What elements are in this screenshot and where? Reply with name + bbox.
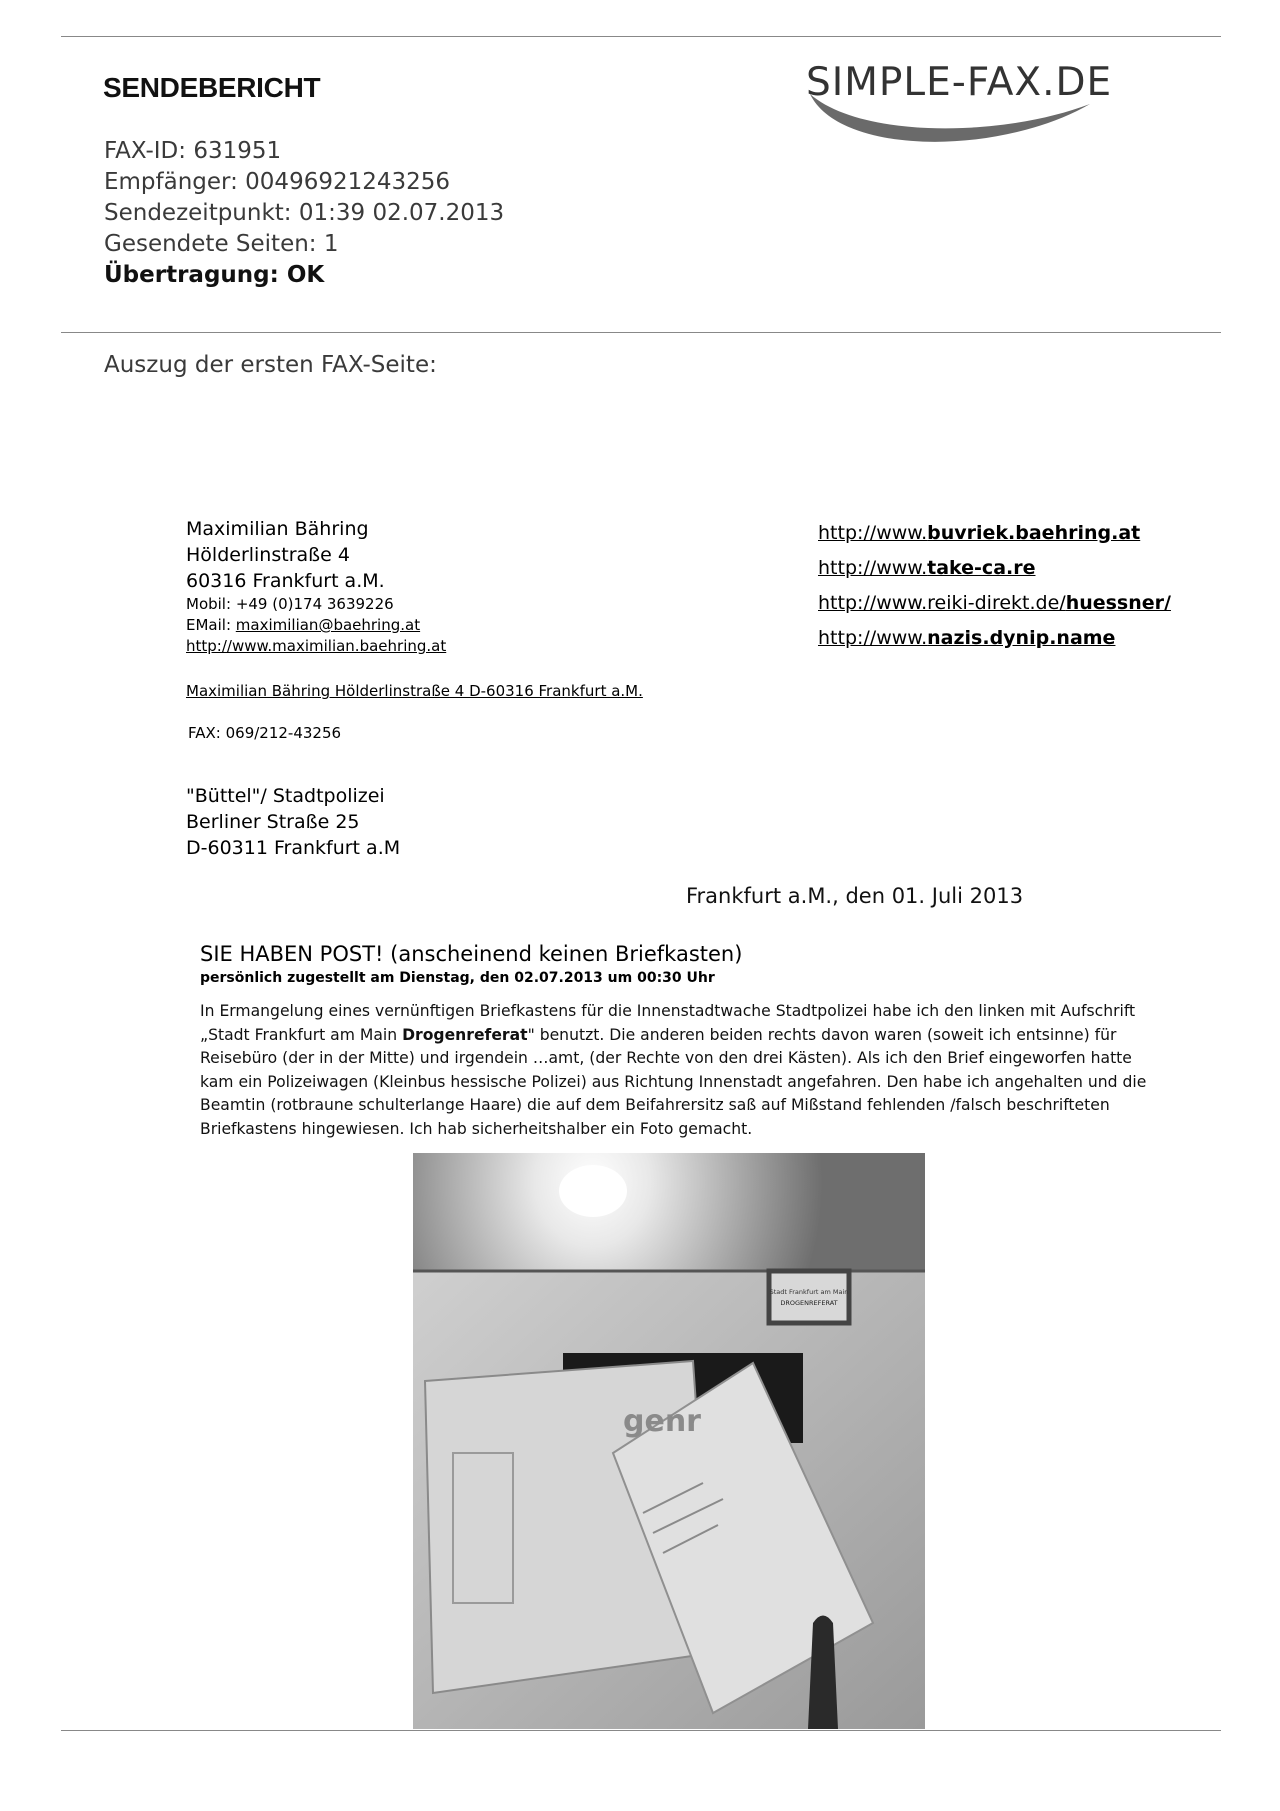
link-prefix: http://www. <box>818 557 928 579</box>
link-nazis[interactable] <box>818 621 1171 656</box>
link-bold: take-ca.re <box>927 557 1036 579</box>
return-address-line: Maximilian Bähring Hölderlinstraße 4 D-60316 Frankfurt a.M. <box>186 682 643 700</box>
sender-name: Maximilian Bähring <box>186 518 369 540</box>
headline-suffix: (anscheinend keinen Briefkasten) <box>383 942 743 966</box>
letter-subheadline: persönlich zugestellt am Dienstag, den 02.07.2013 um 00:30 Uhr <box>200 970 715 986</box>
recipient-line3: D-60311 Frankfurt a.M <box>186 837 401 859</box>
fax-number: FAX: 069/212-43256 <box>188 724 342 742</box>
link-bold: huessner/ <box>1065 592 1171 614</box>
link-bold: buvriek.baehring.at <box>927 522 1141 544</box>
bottom-rule <box>61 1730 1221 1731</box>
email-link[interactable]: maximilian@baehring.at <box>235 616 421 634</box>
sender-mobile <box>186 594 446 615</box>
letter-body <box>200 1000 1150 1141</box>
body-part-1: In Ermangelung eines vernünftigen Briefkastens für die Innenstadtwache Stadtpolizei habe ich den linken mit Aufschrift „Stadt Frankfurt am Main <box>200 1002 1136 1044</box>
mobile-label: Mobil: <box>186 595 232 613</box>
links-block <box>818 516 1171 656</box>
sender-city: 60316 Frankfurt a.M. <box>186 570 385 592</box>
mailbox-photo-image <box>413 1153 925 1729</box>
headline-main: SIE HABEN POST! <box>200 942 384 966</box>
report-title: SENDEBERICHT <box>103 72 321 103</box>
mailbox-label-line2: DROGENREFERAT <box>780 1299 838 1307</box>
mailbox-photo <box>413 1153 925 1729</box>
sender-email <box>186 615 446 636</box>
link-prefix: http://www. <box>818 627 928 649</box>
fax-pages-sent: Gesendete Seiten: 1 <box>104 231 339 257</box>
link-reiki[interactable] <box>818 586 1171 621</box>
letter-date: Frankfurt a.M., den 01. Juli 2013 <box>686 884 1024 908</box>
mailbox-label-line1: Stadt Frankfurt am Main <box>769 1288 849 1296</box>
recipient-line2: Berliner Straße 25 <box>186 811 360 833</box>
link-prefix: http://www. <box>818 522 928 544</box>
link-prefix: http://www.reiki-direkt.de/ <box>818 592 1066 614</box>
mobile-number: +49 (0)174 3639226 <box>235 595 394 613</box>
body-part-2: " benutzt. Die anderen beiden rechts davon waren (soweit ich entsinne) für Reisebüro (der in der Mitte) und irgendein …amt, (der Rechte von den drei Kästen). Als ich den Brief eingeworfen hatte kam ein Polizeiwagen (Kleinbus hessische Polizei) aus Richtung Innenstadt angefahren. Den habe ich angehalten und die Beamtin (rotbraune schulterlange Haare) die auf dem Beifahrersitz saß auf Mißstand fehlenden /falsch beschrifteten Briefkastens hingewiesen. Ich hab sicherheitshalber ein Foto gemacht. <box>200 1025 1147 1138</box>
fax-transmission-status: Übertragung: OK <box>104 262 325 288</box>
recipient-line1: "Büttel"/ Stadtpolizei <box>186 785 385 807</box>
link-take-ca[interactable] <box>818 551 1171 586</box>
simple-fax-logo <box>800 56 1200 156</box>
link-buvriek[interactable] <box>818 516 1171 551</box>
slot-text: genr <box>623 1404 701 1439</box>
sender-website-link[interactable]: http://www.maximilian.baehring.at <box>186 637 447 655</box>
sender-street: Hölderlinstraße 4 <box>186 544 350 566</box>
fax-meta <box>104 136 504 291</box>
fax-recipient: Empfänger: 00496921243256 <box>104 169 451 195</box>
letter-headline <box>200 942 742 966</box>
top-rule <box>61 36 1221 37</box>
excerpt-label: Auszug der ersten FAX-Seite: <box>104 352 437 378</box>
sender-block <box>186 516 446 657</box>
fax-id: FAX-ID: 631951 <box>104 138 282 164</box>
body-bold: Drogenreferat <box>402 1025 528 1044</box>
recipient-block <box>186 783 400 861</box>
email-label: EMail: <box>186 616 231 634</box>
logo-text: SIMPLE-FAX.DE <box>806 60 1113 105</box>
fax-send-time: Sendezeitpunkt: 01:39 02.07.2013 <box>104 200 505 226</box>
link-bold: nazis.dynip.name <box>927 627 1116 649</box>
middle-rule <box>61 332 1221 333</box>
